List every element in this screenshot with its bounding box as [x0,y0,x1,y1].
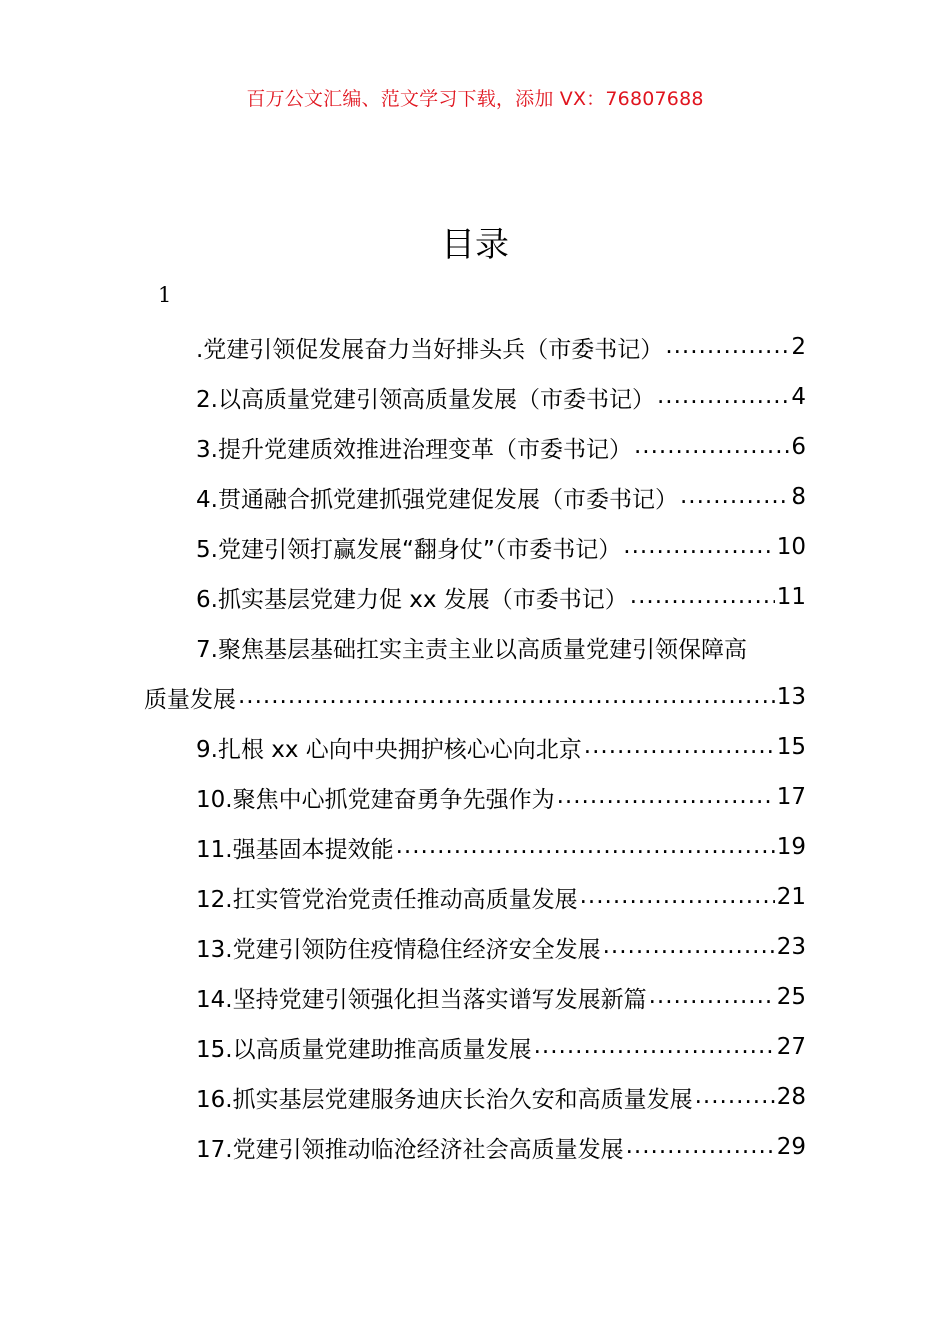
toc-dot-leader [603,936,775,959]
toc-dot-leader [580,886,775,909]
toc-entry[interactable] [144,1072,806,1122]
toc-entry[interactable] [144,372,806,422]
toc-entry-page: 25 [776,984,806,1010]
toc-entry-page: 27 [776,1034,806,1060]
toc-entry-line2[interactable] [144,672,806,722]
toc-entry-title: 4.贯通融合抓党建抓强党建促发展（市委书记） [196,486,678,513]
toc-entry-page: 11 [776,584,806,610]
toc-entry[interactable] [144,572,806,622]
toc-entry-title: 17.党建引领推动临沧经济社会高质量发展 [196,1136,624,1163]
toc-entry-title: .党建引领促发展奋力当好排头兵（市委书记） [196,336,664,363]
toc-entry-page: 10 [776,534,806,560]
toc-dot-leader [534,1036,775,1059]
toc-entry-page: 19 [776,834,806,860]
toc-entry-page: 17 [776,784,806,810]
toc-dot-leader [238,686,775,709]
toc-dot-leader [695,1086,775,1109]
toc-dot-leader [649,986,775,1009]
toc-entry-title: 15.以高质量党建助推高质量发展 [196,1036,532,1063]
toc-dot-leader [665,336,789,359]
toc-entry-title: 7.聚焦基层基础扛实主责主业以高质量党建引领保障高 [196,636,747,663]
toc-entry[interactable] [144,822,806,872]
toc-entry-title: 5.党建引领打赢发展“翻身仗”（市委书记） [196,536,622,563]
table-of-contents [144,322,806,1172]
toc-entry[interactable] [144,1122,806,1172]
toc-dot-leader [584,736,775,759]
toc-entry-page: 8 [791,484,806,510]
toc-entry-title: 16.抓实基层党建服务迪庆长治久安和高质量发展 [196,1086,693,1113]
toc-entry[interactable] [144,722,806,772]
toc-entry-title: 13.党建引领防住疫情稳住经济安全发展 [196,936,601,963]
toc-entry[interactable] [144,872,806,922]
header-watermark-note: 百万公文汇编、范文学习下载，添加 VX：76807688 [246,88,704,110]
document-title: 目录 [441,225,509,265]
toc-entry[interactable] [144,922,806,972]
toc-dot-leader [557,786,775,809]
toc-entry[interactable] [144,322,806,372]
toc-dot-leader [657,386,789,409]
toc-entry-page: 2 [791,334,806,360]
toc-entry-title: 11.强基固本提效能 [196,836,394,863]
page-marker: 1 [158,283,172,307]
toc-entry-title: 6.抓实基层党建力促 xx 发展（市委书记） [196,586,628,613]
toc-dot-leader [626,1136,775,1159]
toc-entry[interactable] [144,522,806,572]
toc-dot-leader [623,536,774,559]
toc-dot-leader [680,486,789,509]
toc-entry-page: 15 [776,734,806,760]
toc-entry-page: 6 [791,434,806,460]
toc-entry-page: 21 [776,884,806,910]
toc-entry-page: 28 [776,1084,806,1110]
toc-entry[interactable] [144,422,806,472]
toc-entry[interactable] [144,772,806,822]
toc-entry-line1[interactable] [144,622,806,672]
toc-entry-title: 3.提升党建质效推进治理变革（市委书记） [196,436,632,463]
toc-entry-title-continued: 质量发展 [144,686,236,713]
toc-entry-title: 12.扛实管党治党责任推动高质量发展 [196,886,578,913]
toc-entry-title: 10.聚焦中心抓党建奋勇争先强作为 [196,786,555,813]
toc-entry[interactable] [144,972,806,1022]
toc-entry-page: 23 [776,934,806,960]
toc-dot-leader [630,586,775,609]
toc-entry[interactable] [144,1022,806,1072]
toc-entry-title: 14.坚持党建引领强化担当落实谱写发展新篇 [196,986,647,1013]
toc-entry-page: 4 [791,384,806,410]
toc-entry-title: 9.扎根 xx 心向中央拥护核心心向北京 [196,736,582,763]
toc-entry[interactable] [144,472,806,522]
toc-dot-leader [396,836,775,859]
toc-entry-page: 29 [776,1134,806,1160]
toc-entry-title: 2.以高质量党建引领高质量发展（市委书记） [196,386,655,413]
toc-dot-leader [634,436,789,459]
toc-entry-page: 13 [776,684,806,710]
